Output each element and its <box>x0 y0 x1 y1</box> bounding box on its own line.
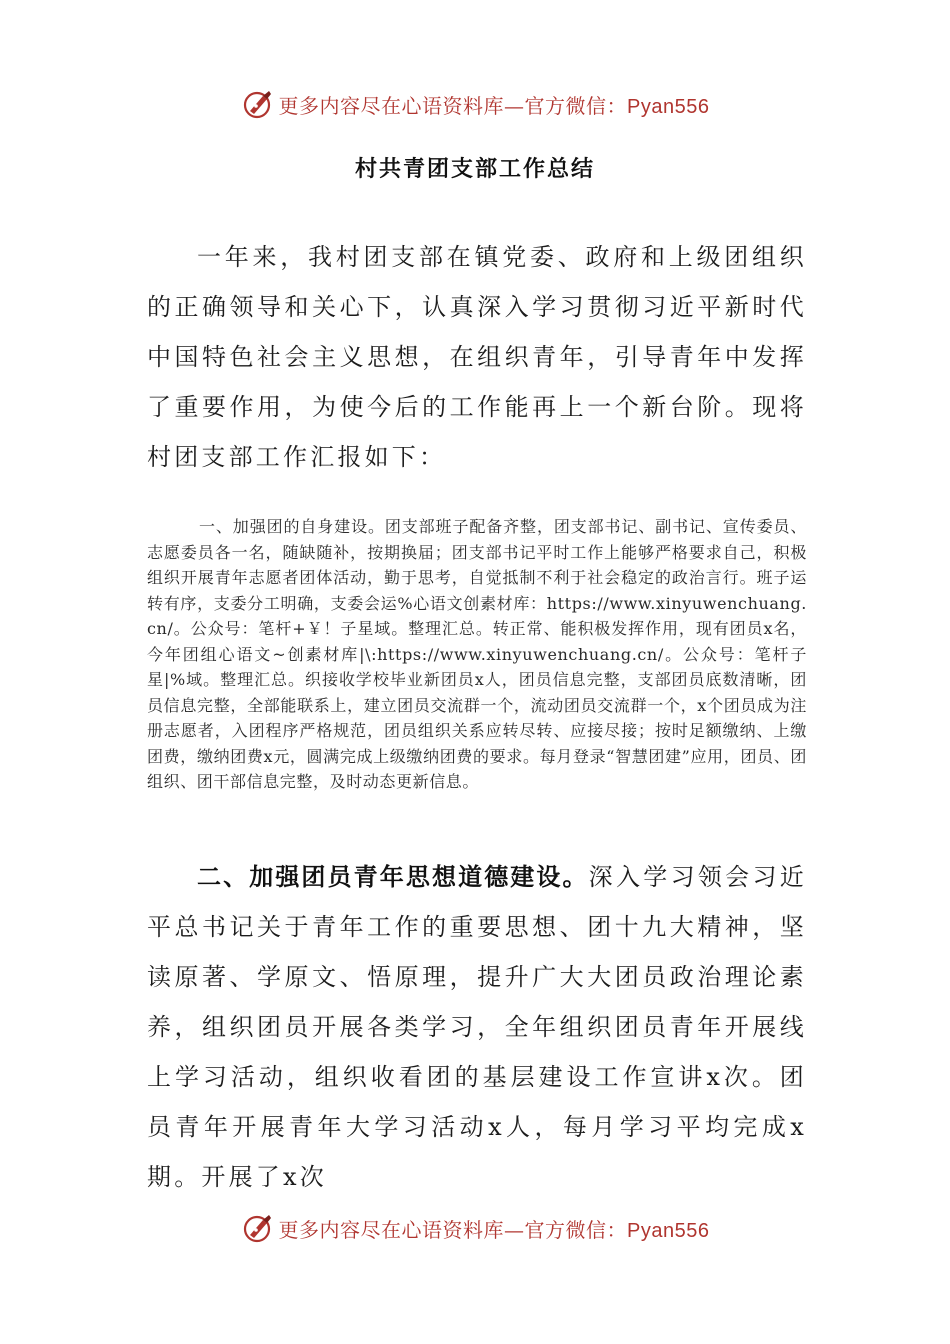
section-2-heading: 二、加强团员青年思想道德建设。 <box>197 863 589 891</box>
document-title: 村共青团支部工作总结 <box>354 157 595 182</box>
footer-banner <box>0 1208 950 1248</box>
section-1-paragraph: 一、加强团的自身建设。团支部班子配备齐整，团支部书记、副书记、宣传委员、志愿委员各一名，随缺随补，按期换届；团支部书记平时工作上能够严格要求自己，积极组织开展青年志愿者团体活动，勤于思考，自觉抵制不利于社会稳定的政治言行。班子运转有序，支委分工明确，支委会运%心语文创素材库：https://www.xinyuwenchuang.cn/。公众号：笔杆+￥！子星域。整理汇总。转正常、能积极发挥作用，现有团员x名，今年团组心语文~创素材库|\:https://www.xinyuwenchuang.cn/。公众号：笔杆子星|%域。整理汇总。织接收学校毕业新团员x人，团员信息完整，支部团员底数清晰，团员信息完整，全部能联系上，建立团员交流群一个，流动团员交流群一个，x个团员成为注册志愿者，入团程序严格规范，团员组织关系应转尽转、应接尽接；按时足额缴纳、上缴团费，缴纳团费x元，圆满完成上级缴纳团费的要求。每月登录“智慧团建”应用，团员、团组织、团干部信息完整，及时动态更新信息。 <box>147 517 807 791</box>
pen-nib-logo-icon <box>241 1211 275 1245</box>
footer-banner-text: 更多内容尽在心语资料库—官方微信：Pyan556 <box>278 1217 710 1242</box>
header-banner <box>0 84 950 124</box>
header-banner-text: 更多内容尽在心语资料库—官方微信：Pyan556 <box>278 93 710 118</box>
header-wechat-id: Pyan556 <box>627 95 710 118</box>
pen-nib-logo-icon <box>241 87 275 121</box>
section-2-body: 深入学习领会习近平总书记关于青年工作的重要思想、团十九大精神，坚读原著、学原文、悟原理，提升广大大团员政治理论素养，组织团员开展各类学习，全年组织团员青年开展线上学习活动，组织收看团的基层建设工作宣讲x次。团员青年开展青年大学习活动x人，每月学习平均完成x期。开展了x次 <box>147 863 808 1191</box>
footer-wechat-id: Pyan556 <box>627 1219 710 1242</box>
intro-paragraph: 一年来，我村团支部在镇党委、政府和上级团组织的正确领导和关心下，认真深入学习贯彻习近平新时代中国特色社会主义思想，在组织青年，引导青年中发挥了重要作用，为使今后的工作能再上一个新台阶。现将村团支部工作汇报如下： <box>147 243 807 471</box>
section-2-paragraph <box>147 852 807 1202</box>
